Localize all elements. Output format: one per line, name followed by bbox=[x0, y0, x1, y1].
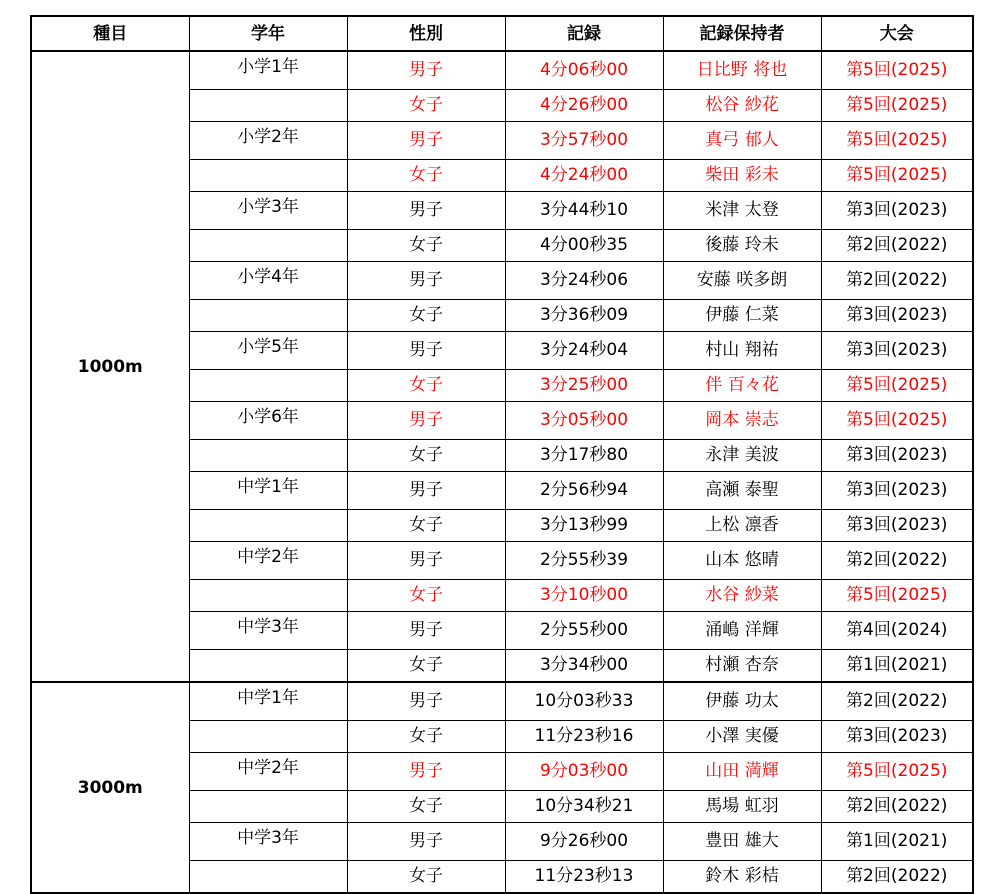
holder-cell: 永津 美波 bbox=[663, 439, 821, 472]
header-grade: 学年 bbox=[189, 16, 347, 51]
holder-cell: 柴田 彩未 bbox=[663, 159, 821, 192]
holder-cell: 馬場 虹羽 bbox=[663, 790, 821, 823]
sex-cell: 男子 bbox=[347, 332, 505, 370]
sex-cell: 女子 bbox=[347, 299, 505, 332]
event-cell: 1000m bbox=[31, 51, 189, 682]
records-body bbox=[31, 51, 973, 893]
holder-cell: 安藤 咲多朗 bbox=[663, 262, 821, 300]
grade-cell: 小学5年 bbox=[189, 332, 347, 370]
table-row bbox=[31, 682, 973, 720]
record-cell: 3分25秒00 bbox=[505, 369, 663, 402]
record-cell: 9分26秒00 bbox=[505, 823, 663, 861]
meet-cell: 第5回(2025) bbox=[821, 753, 973, 791]
record-cell: 4分26秒00 bbox=[505, 89, 663, 122]
meet-cell: 第2回(2022) bbox=[821, 682, 973, 720]
holder-cell: 岡本 崇志 bbox=[663, 402, 821, 440]
record-cell: 3分13秒99 bbox=[505, 509, 663, 542]
holder-cell: 涌嶋 洋輝 bbox=[663, 612, 821, 650]
grade-cell bbox=[189, 790, 347, 823]
meet-cell: 第5回(2025) bbox=[821, 369, 973, 402]
sex-cell: 男子 bbox=[347, 192, 505, 230]
meet-cell: 第5回(2025) bbox=[821, 579, 973, 612]
record-cell: 3分36秒09 bbox=[505, 299, 663, 332]
record-cell: 3分10秒00 bbox=[505, 579, 663, 612]
record-cell: 3分24秒04 bbox=[505, 332, 663, 370]
meet-cell: 第5回(2025) bbox=[821, 159, 973, 192]
meet-cell: 第3回(2023) bbox=[821, 332, 973, 370]
meet-cell: 第5回(2025) bbox=[821, 89, 973, 122]
grade-cell: 中学2年 bbox=[189, 542, 347, 580]
holder-cell: 水谷 紗菜 bbox=[663, 579, 821, 612]
sex-cell: 女子 bbox=[347, 509, 505, 542]
record-cell: 4分06秒00 bbox=[505, 51, 663, 89]
holder-cell: 米津 太登 bbox=[663, 192, 821, 230]
sex-cell: 男子 bbox=[347, 612, 505, 650]
holder-cell: 松谷 紗花 bbox=[663, 89, 821, 122]
record-cell: 11分23秒16 bbox=[505, 720, 663, 753]
sex-cell: 女子 bbox=[347, 649, 505, 682]
sex-cell: 男子 bbox=[347, 682, 505, 720]
grade-cell bbox=[189, 860, 347, 893]
grade-cell: 小学3年 bbox=[189, 192, 347, 230]
sex-cell: 女子 bbox=[347, 369, 505, 402]
record-cell: 3分44秒10 bbox=[505, 192, 663, 230]
event-cell: 3000m bbox=[31, 682, 189, 893]
sex-cell: 女子 bbox=[347, 159, 505, 192]
meet-cell: 第2回(2022) bbox=[821, 262, 973, 300]
holder-cell: 山本 悠晴 bbox=[663, 542, 821, 580]
grade-cell bbox=[189, 439, 347, 472]
record-cell: 3分34秒00 bbox=[505, 649, 663, 682]
grade-cell bbox=[189, 720, 347, 753]
meet-cell: 第2回(2022) bbox=[821, 542, 973, 580]
meet-cell: 第3回(2023) bbox=[821, 472, 973, 510]
sex-cell: 女子 bbox=[347, 790, 505, 823]
record-cell: 3分17秒80 bbox=[505, 439, 663, 472]
holder-cell: 伊藤 功太 bbox=[663, 682, 821, 720]
holder-cell: 真弓 郁人 bbox=[663, 122, 821, 160]
record-cell: 4分00秒35 bbox=[505, 229, 663, 262]
table-row bbox=[31, 51, 973, 89]
record-cell: 2分55秒00 bbox=[505, 612, 663, 650]
grade-cell: 中学1年 bbox=[189, 472, 347, 510]
grade-cell bbox=[189, 229, 347, 262]
grade-cell bbox=[189, 159, 347, 192]
grade-cell: 小学2年 bbox=[189, 122, 347, 160]
grade-cell: 小学4年 bbox=[189, 262, 347, 300]
record-cell: 11分23秒13 bbox=[505, 860, 663, 893]
grade-cell: 小学1年 bbox=[189, 51, 347, 89]
meet-cell: 第1回(2021) bbox=[821, 823, 973, 861]
meet-cell: 第4回(2024) bbox=[821, 612, 973, 650]
record-cell: 10分34秒21 bbox=[505, 790, 663, 823]
record-cell: 2分56秒94 bbox=[505, 472, 663, 510]
meet-cell: 第2回(2022) bbox=[821, 860, 973, 893]
sex-cell: 男子 bbox=[347, 262, 505, 300]
holder-cell: 村瀬 杏奈 bbox=[663, 649, 821, 682]
sex-cell: 男子 bbox=[347, 402, 505, 440]
holder-cell: 村山 翔祐 bbox=[663, 332, 821, 370]
sex-cell: 女子 bbox=[347, 439, 505, 472]
record-cell: 3分24秒06 bbox=[505, 262, 663, 300]
sex-cell: 男子 bbox=[347, 542, 505, 580]
header-sex: 性別 bbox=[347, 16, 505, 51]
grade-cell bbox=[189, 89, 347, 122]
holder-cell: 上松 凛香 bbox=[663, 509, 821, 542]
sex-cell: 女子 bbox=[347, 860, 505, 893]
meet-cell: 第3回(2023) bbox=[821, 509, 973, 542]
holder-cell: 山田 満輝 bbox=[663, 753, 821, 791]
sex-cell: 女子 bbox=[347, 720, 505, 753]
holder-cell: 高瀬 泰聖 bbox=[663, 472, 821, 510]
holder-cell: 日比野 将也 bbox=[663, 51, 821, 89]
record-cell: 2分55秒39 bbox=[505, 542, 663, 580]
meet-cell: 第3回(2023) bbox=[821, 192, 973, 230]
grade-cell bbox=[189, 299, 347, 332]
meet-cell: 第3回(2023) bbox=[821, 720, 973, 753]
header-row bbox=[31, 16, 973, 51]
record-cell: 9分03秒00 bbox=[505, 753, 663, 791]
sex-cell: 男子 bbox=[347, 472, 505, 510]
meet-cell: 第3回(2023) bbox=[821, 439, 973, 472]
sex-cell: 男子 bbox=[347, 122, 505, 160]
meet-cell: 第5回(2025) bbox=[821, 51, 973, 89]
header-holder: 記録保持者 bbox=[663, 16, 821, 51]
sex-cell: 男子 bbox=[347, 51, 505, 89]
holder-cell: 豊田 雄大 bbox=[663, 823, 821, 861]
record-cell: 3分57秒00 bbox=[505, 122, 663, 160]
grade-cell: 中学1年 bbox=[189, 682, 347, 720]
grade-cell bbox=[189, 369, 347, 402]
records-table bbox=[30, 15, 974, 894]
header-meet: 大会 bbox=[821, 16, 973, 51]
grade-cell bbox=[189, 579, 347, 612]
sex-cell: 男子 bbox=[347, 823, 505, 861]
holder-cell: 後藤 玲未 bbox=[663, 229, 821, 262]
header-record: 記録 bbox=[505, 16, 663, 51]
record-cell: 4分24秒00 bbox=[505, 159, 663, 192]
meet-cell: 第3回(2023) bbox=[821, 299, 973, 332]
meet-cell: 第5回(2025) bbox=[821, 122, 973, 160]
record-cell: 3分05秒00 bbox=[505, 402, 663, 440]
header-event: 種目 bbox=[31, 16, 189, 51]
grade-cell: 中学3年 bbox=[189, 823, 347, 861]
meet-cell: 第5回(2025) bbox=[821, 402, 973, 440]
sex-cell: 男子 bbox=[347, 753, 505, 791]
grade-cell bbox=[189, 649, 347, 682]
holder-cell: 伴 百々花 bbox=[663, 369, 821, 402]
holder-cell: 鈴木 彩桔 bbox=[663, 860, 821, 893]
grade-cell bbox=[189, 509, 347, 542]
meet-cell: 第2回(2022) bbox=[821, 229, 973, 262]
sex-cell: 女子 bbox=[347, 229, 505, 262]
holder-cell: 小澤 実優 bbox=[663, 720, 821, 753]
meet-cell: 第1回(2021) bbox=[821, 649, 973, 682]
sex-cell: 女子 bbox=[347, 89, 505, 122]
record-cell: 10分03秒33 bbox=[505, 682, 663, 720]
holder-cell: 伊藤 仁菜 bbox=[663, 299, 821, 332]
meet-cell: 第2回(2022) bbox=[821, 790, 973, 823]
sex-cell: 女子 bbox=[347, 579, 505, 612]
grade-cell: 小学6年 bbox=[189, 402, 347, 440]
grade-cell: 中学3年 bbox=[189, 612, 347, 650]
grade-cell: 中学2年 bbox=[189, 753, 347, 791]
